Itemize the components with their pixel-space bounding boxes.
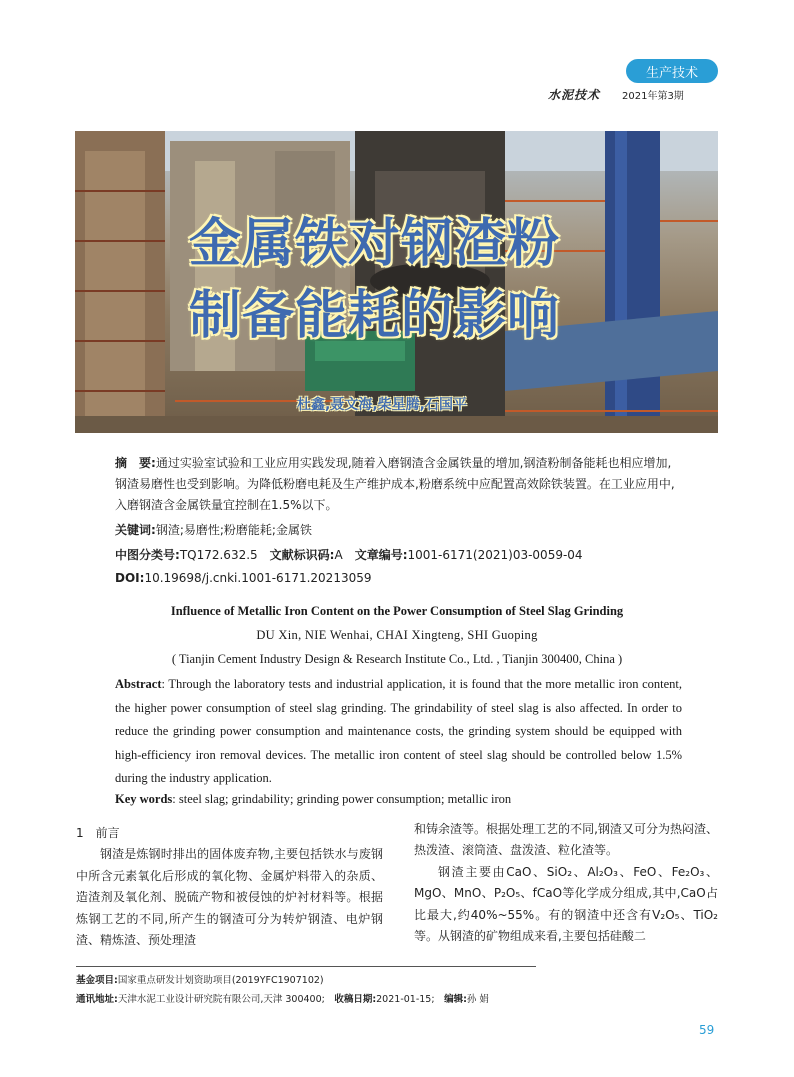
classification-line	[115, 546, 583, 563]
english-abstract-text: : Through the laboratory tests and industrial application, it is found that the more metallic iron content, the higher power consumption of steel slag grinding. The grindability of steel slag is also affected. In order to reduce the grinding power consumption and maintenance costs, the grinding system should be equipped with high-efficiency iron removal devices. The metallic iron content of steel slag should be controlled below 1.5% during the industry application.	[115, 677, 682, 786]
article-no-value: 1001-6171(2021)03-0059-04	[407, 548, 583, 562]
hero-authors: 杜鑫,聂文海,柴星腾,石国平	[297, 397, 467, 413]
section-heading: 1 前言	[76, 826, 120, 840]
body-paragraph: 和铸余渣等。根据处理工艺的不同,钢渣又可分为热闷渣、热泼渣、滚筒渣、盘泼渣、粒化渣等。	[414, 822, 718, 858]
english-abstract-label: Abstract	[115, 677, 162, 691]
keywords-cn-label: 关键词:	[115, 523, 156, 537]
hero-title-line1: 金属铁对钢渣粉	[189, 214, 561, 274]
fund-label: 基金项目:	[76, 975, 118, 986]
received-value: 2021-01-15;	[376, 994, 435, 1005]
editor-value: 孙 娟	[466, 994, 489, 1005]
english-keywords	[115, 792, 511, 807]
body-paragraph: 钢渣主要由CaO、SiO₂、Al₂O₃、FeO、Fe₂O₃、MgO、MnO、P₂O₅、fCaO等化学成分组成,其中,CaO占比最大,约40%~55%。有的钢渣中还含有V₂O₅、TiO₂等。从钢渣的矿物组成来看,主要包括硅酸二	[414, 864, 718, 944]
abstract-cn-text: 通过实验室试验和工业应用实践发现,随着入磨钢渣含金属铁量的增加,钢渣粉制备能耗也相应增加,钢渣易磨性也受到影响。为降低粉磨电耗及生产维护成本,粉磨系统中应配置高效除铁装置。在工业应用中,入磨钢渣含金属铁量宜控制在1.5%以下。	[115, 456, 675, 512]
english-title: Influence of Metallic Iron Content on the Power Consumption of Steel Slag Grinding	[170, 604, 624, 618]
doi-line	[115, 571, 372, 585]
footnote-divider	[76, 966, 536, 967]
abstract-cn	[115, 453, 682, 516]
abstract-cn-label: 摘 要:	[115, 456, 156, 470]
footnote-address	[76, 991, 489, 1005]
issue-label: 2021年第3期	[622, 91, 684, 102]
doc-code-label: 文献标识码:	[269, 548, 335, 562]
hero-photo	[75, 131, 718, 433]
address-value: 天津水泥工业设计研究院有限公司,天津 300400;	[117, 994, 325, 1005]
section-tag: 生产技术	[626, 59, 718, 83]
keywords-cn-text: 钢渣;易磨性;粉磨能耗;金属铁	[155, 523, 312, 537]
footnote-fund	[76, 972, 324, 986]
clc-label: 中图分类号:	[115, 548, 180, 562]
clc-value: TQ172.632.5	[179, 548, 258, 562]
body-paragraph: 钢渣是炼钢时排出的固体废弃物,主要包括铁水与废钢中所含元素氧化后形成的氧化物、金属炉料带入的杂质、造渣剂及氧化剂、脱硫产物和被侵蚀的炉衬材料等。根据炼钢工艺的不同,所产生的钢渣可分为转炉钢渣、电炉钢渣、精炼渣、预处理渣	[76, 847, 383, 948]
english-authors: DU Xin, NIE Wenhai, CHAI Xingteng, SHI Guoping	[256, 628, 538, 642]
article-no-label: 文章编号:	[354, 548, 408, 562]
received-label: 收稿日期:	[334, 994, 377, 1005]
fund-value: 国家重点研发计划资助项目(2019YFC1907102)	[117, 975, 324, 986]
doi-value[interactable]: 10.19698/j.cnki.1001-6171.20213059	[144, 571, 372, 585]
english-keywords-text: : steel slag; grindability; grinding power consumption; metallic iron	[172, 792, 512, 806]
keywords-cn	[115, 521, 312, 538]
address-label: 通讯地址:	[76, 994, 118, 1005]
body-right-column	[414, 819, 718, 947]
hero-title-line2: 制备能耗的影响	[189, 286, 561, 346]
english-keywords-label: Key words	[115, 792, 173, 806]
body-left-column	[76, 823, 383, 951]
editor-label: 编辑:	[444, 994, 467, 1005]
page-number: 59	[699, 1023, 715, 1037]
english-abstract	[115, 673, 682, 791]
english-affiliation: ( Tianjin Cement Industry Design & Research Institute Co., Ltd. , Tianjin 300400, China )	[171, 652, 623, 666]
journal-name: 水泥技术	[548, 88, 601, 102]
doi-label: DOI:	[115, 571, 145, 585]
doc-code-value: A	[334, 548, 343, 562]
